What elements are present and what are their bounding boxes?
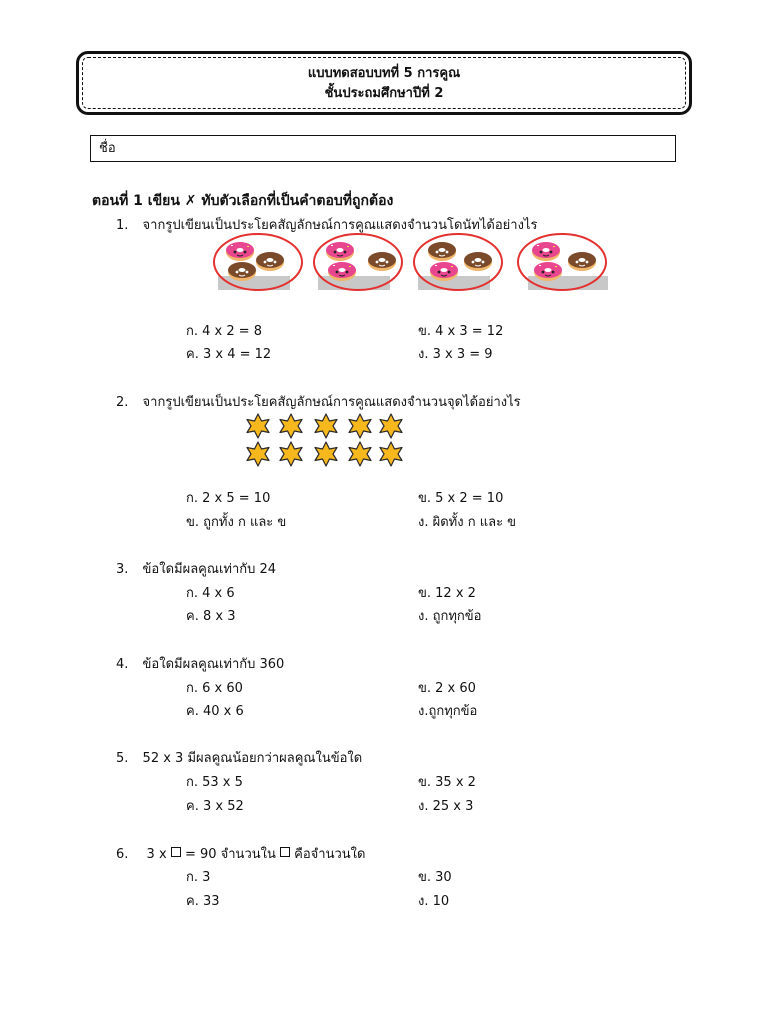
page-subtitle: ชั้นประถมศึกษาปีที่ 2 [324,86,444,101]
option-d[interactable]: ง. 10 [418,894,450,909]
page-title: แบบทดสอบบทที่ 5 การคูณ [307,66,461,81]
name-field-label: ชื่อ [99,141,116,156]
option-b[interactable]: ข. 4 x 3 = 12 [418,324,504,339]
star [315,414,337,438]
question-6 [116,843,365,864]
donut-group [518,234,608,290]
question-number: 6. [116,847,129,862]
blank-box-icon [171,847,181,857]
option-c[interactable]: ค. 40 x 6 [186,704,244,719]
option-d[interactable]: ง. ผิดทั้ง ก และ ข [418,515,517,530]
question-text: ข้อใดมีผลคูณเท่ากับ 360 [142,657,285,672]
star [349,442,371,466]
option-a[interactable]: ก. 6 x 60 [186,681,243,696]
option-c[interactable]: ค. 3 x 52 [186,799,244,814]
option-d[interactable]: ง. 25 x 3 [418,799,474,814]
option-a[interactable]: ก. 53 x 5 [186,775,243,790]
option-c[interactable]: ข. ถูกทั้ง ก และ ข [186,515,287,530]
question-number: 2. [116,395,129,410]
question-4 [116,653,284,674]
option-d[interactable]: ง. 3 x 3 = 9 [418,347,493,362]
option-d[interactable]: ง.ถูกทุกข้อ [418,704,478,719]
donut-group [414,234,502,290]
option-b[interactable]: ข. 35 x 2 [418,775,476,790]
option-c[interactable]: ค. 3 x 4 = 12 [186,347,272,362]
question-text-before: 3 x [146,847,167,862]
star [247,442,269,466]
header [82,57,686,109]
question-number: 3. [116,562,129,577]
question-text-after: คือจำนวนใด [294,847,366,862]
question-2 [116,391,521,412]
question-5 [116,747,362,768]
star [280,414,302,438]
name-field[interactable] [90,135,676,162]
stars-illustration [244,412,408,470]
section-title-prefix: ตอนที่ 1 เขียน [92,193,180,209]
option-c[interactable]: ค. 8 x 3 [186,609,236,624]
donut-group [214,234,302,290]
star [380,414,402,438]
star [247,414,269,438]
star [349,414,371,438]
option-a[interactable]: ก. 4 x 2 = 8 [186,324,263,339]
star [380,442,402,466]
question-text: 52 x 3 มีผลคูณน้อยกว่าผลคูณในข้อใด [142,751,363,766]
question-text-middle: = 90 จำนวนใน [184,847,276,862]
option-a[interactable]: ก. 3 [186,870,211,885]
section-title-suffix: ทับตัวเลือกที่เป็นคำตอบที่ถูกต้อง [201,193,394,209]
question-text: จากรูปเขียนเป็นประโยคสัญลักษณ์การคูณแสดงจำนวนจุดได้อย่างไร [142,395,521,410]
question-number: 5. [116,751,129,766]
option-a[interactable]: ก. 2 x 5 = 10 [186,491,271,506]
star [280,442,302,466]
option-c[interactable]: ค. 33 [186,894,220,909]
question-3 [116,558,276,579]
cross-mark-icon: ✗ [184,193,197,209]
option-b[interactable]: ข. 30 [418,870,452,885]
section-title [92,190,393,212]
option-b[interactable]: ข. 5 x 2 = 10 [418,491,504,506]
option-b[interactable]: ข. 2 x 60 [418,681,476,696]
donuts-illustration [212,232,612,296]
question-number: 1. [116,218,129,233]
star [315,442,337,466]
donut-group [314,234,402,290]
question-text: จากรูปเขียนเป็นประโยคสัญลักษณ์การคูณแสดงจำนวนโดนัทได้อย่างไร [142,218,538,233]
question-number: 4. [116,657,129,672]
option-d[interactable]: ง. ถูกทุกข้อ [418,609,482,624]
option-a[interactable]: ก. 4 x 6 [186,586,235,601]
question-text: ข้อใดมีผลคูณเท่ากับ 24 [142,562,277,577]
option-b[interactable]: ข. 12 x 2 [418,586,476,601]
blank-box-icon [280,847,290,857]
